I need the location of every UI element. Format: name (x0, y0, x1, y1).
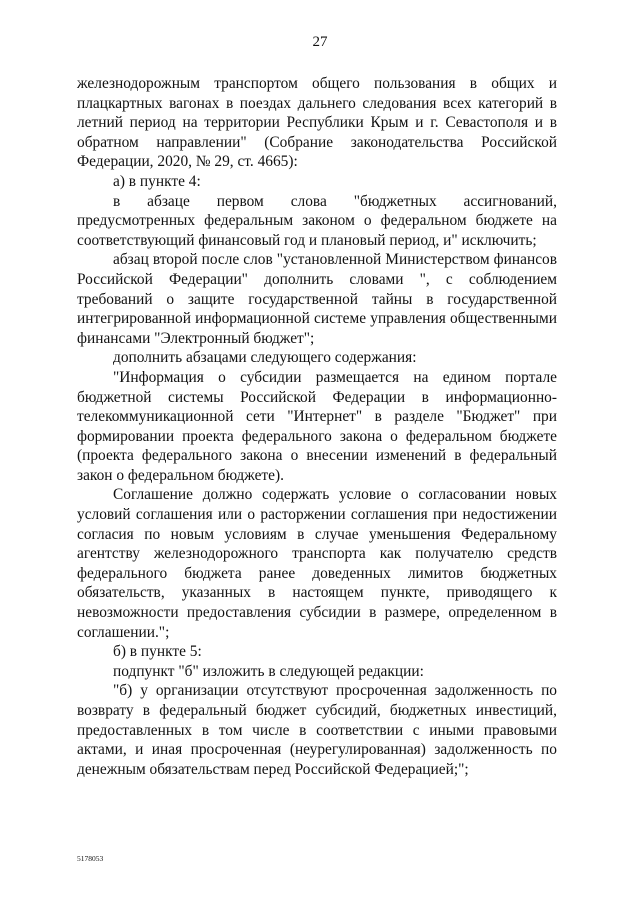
paragraph: подпункт "б" изложить в следующей редакции: (113, 662, 424, 680)
paragraph: "б) у организации отсутствуют просроченная задолженность по возврату в федеральный бюджет субсидий, бюджетных инвестиций, предоставленных в том числе в соответствии с иными правовыми актами, и иная просроченная (неурегулированная) задолженность по денежным обязательствам перед Российской Федерацией;"; (77, 682, 557, 778)
paragraph: железнодорожным транспортом общего пользования в общих и плацкартных вагонах в поездах дальнего следования всех категорий в летний период на территории Республики Крым и г. Севастополя и в обратном направлении" (Собрание законодательства Российской Федерации, 2020, № 29, ст. 4665): (77, 75, 557, 171)
paragraph: а) в пункте 4: (113, 172, 201, 190)
paragraph: дополнить абзацами следующего содержания: (113, 349, 417, 367)
page-number: 27 (312, 34, 328, 50)
paragraph: б) в пункте 5: (113, 643, 202, 661)
paragraph: в абзаце первом слова "бюджетных ассигнований, предусмотренных федеральным законом о федеральном бюджете на соответствующий финансовый год и плановый период, и" исключить; (77, 192, 557, 249)
document-code: 5178053 (77, 854, 104, 863)
paragraph: абзац второй после слов "установленной Министерством финансов Российской Федерации" дополнить словами ", с соблюдением требований о защите государственной тайны в государственной интегрированной информационной системе управления общественными финансами "Электронный бюджет"; (77, 251, 557, 347)
paragraph: "Информация о субсидии размещается на едином портале бюджетной системы Российской Федерации в информационно-телекоммуникационной сети "Интернет" в разделе "Бюджет" при формировании проекта федерального закона о федеральном бюджете (проекта федерального закона о внесении изменений в федеральный закон о федеральном бюджете). (77, 368, 557, 484)
paragraph: Соглашение должно содержать условие о согласовании новых условий соглашения или о расторжении соглашения при недостижении согласия по новым условиям в случае уменьшения Федеральному агентству железнодорожного транспорта как получателю средств федерального бюджета ранее доведенных лимитов бюджетных обязательств, указанных в настоящем пункте, приводящего к невозможности предоставления субсидии в размере, определенном в соглашении."; (77, 486, 557, 641)
document-body (77, 74, 557, 779)
